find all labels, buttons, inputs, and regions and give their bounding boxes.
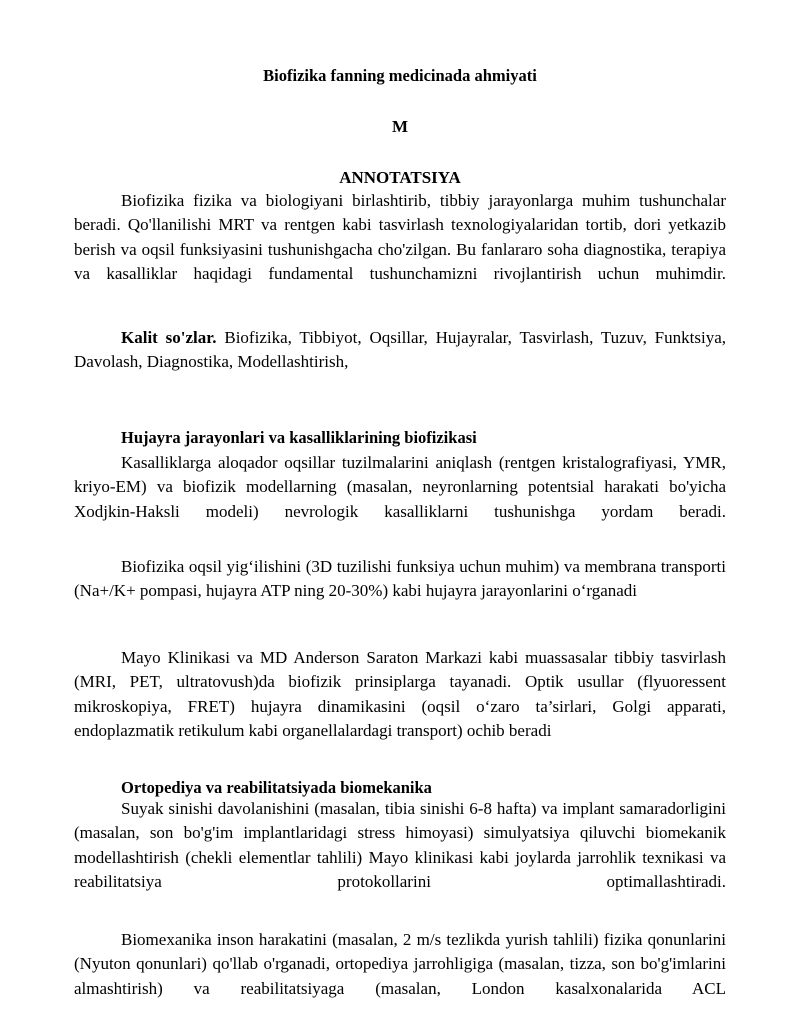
section1-paragraph-1: Kasalliklarga aloqador oqsillar tuzilmalarini aniqlash (rentgen kristalografiyasi, YMR, kriyo-EM) va biofizik modellarning (masalan, neyronlarning potentsial harakati bo'yicha Xodjkin-Haksli modeli) nevrologik kasalliklarni tushunishga yordam beradi.: [74, 453, 726, 521]
section-heading-cell-biophysics: Hujayra jarayonlari va kasalliklarining biofizikasi: [121, 428, 477, 447]
author-name: M: [391, 117, 409, 136]
keywords-paragraph: [74, 326, 726, 375]
section-heading-biomechanics: Ortopediya va reabilitatsiyada biomekanika: [121, 778, 432, 797]
section2-paragraph-1: Suyak sinishi davolanishini (masalan, tibia sinishi 6-8 hafta) va implant samaradorligini (masalan, son bo'g'im implantlaridagi stress himoyasi) simulyatsiya qiluvchi biomekanik modellashtirish (chekli elementlar tahlili) Mayo klinikasi kabi joylarda jarrohlik texnikasi va reabilitatsiya protokollarini optimallashtiradi.: [74, 799, 726, 891]
section1-paragraph-2: Biofizika oqsil yig‘ilishini (3D tuzilishi funksiya uchun muhim) va membrana transporti (Na+/K+ pompasi, hujayra ATP ning 20-30%) kabi hujayra jarayonlarini o‘rganadi: [74, 557, 726, 601]
section2-paragraph-2: Biomexanika inson harakatini (masalan, 2 m/s tezlikda yurish tahlili) fizika qonunlarini (Nyuton qonunlari) qo'llab o'rganadi, ortopediya jarrohligiga (masalan, tizza, son bo'g'imlarini almashtirish) va reabilitatsiyaga (masalan, London kasalxonalarida ACL: [74, 930, 726, 998]
section1-paragraph-3: Mayo Klinikasi va MD Anderson Saraton Markazi kabi muassasalar tibbiy tasvirlash (MRI, PET, ultratovush)da biofizik prinsiplarga tayanadi. Optik usullar (flyuoressent mikroskopiya, FRET) hujayra dinamikasini (oqsil o‘zaro ta’sirlari, Golgi apparati, endoplazmatik retikulum kabi organellalardagi transport) ochib beradi: [74, 648, 726, 740]
document-title: Biofizika fanning medicinada ahmiyati: [263, 66, 537, 85]
annotation-heading: ANNOTATSIYA: [339, 168, 461, 187]
keywords-list: Biofizika, Tibbiyot, Oqsillar, Hujayralar, Tasvirlash, Tuzuv, Funktsiya, Davolash, Diagnostika, Modellashtirish,: [74, 328, 726, 372]
keywords-label: Kalit so'zlar.: [121, 328, 217, 347]
annotation-paragraph: Biofizika fizika va biologiyani birlashtirib, tibbiy jarayonlarga muhim tushunchalar beradi. Qo'llanilishi MRT va rentgen kabi tasvirlash texnologiyalaridan tortib, dori yetkazib berish va oqsil funksiyasini tushunishgacha cho'zilgan. Bu fanlararo soha diagnostika, terapiya va kasalliklar haqidagi fundamental tushunchamizni rivojlantirish uchun muhimdir.: [74, 191, 726, 283]
